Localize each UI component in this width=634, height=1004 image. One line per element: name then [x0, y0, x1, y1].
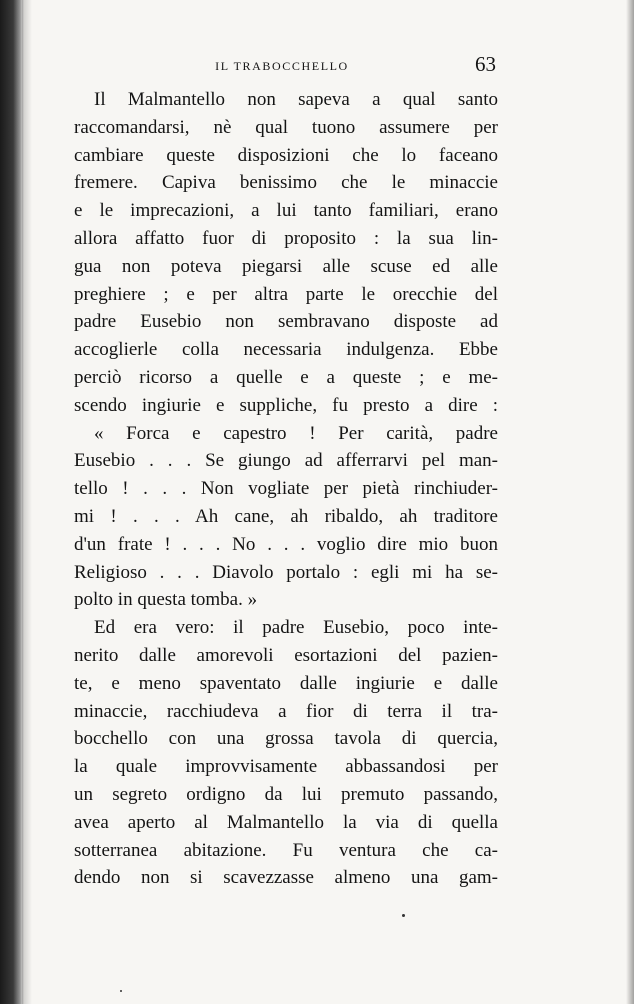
running-head: IL TRABOCCHELLO: [215, 59, 349, 73]
binding-gutter: [0, 0, 24, 1004]
text-line: cambiare queste disposizioni che lo faceano: [74, 144, 498, 166]
text-line: te, e meno spaventato dalle ingiurie e dalle: [74, 672, 498, 694]
text-line: nerito dalle amorevoli esortazioni del pazien-: [74, 644, 498, 666]
text-line: bocchello con una grossa tavola di quercia,: [74, 728, 498, 750]
text-line: dendo non si scavezzasse almeno una gam-: [74, 867, 498, 889]
text-line: mi ! . . . Ah cane, ah ribaldo, ah traditore: [74, 505, 498, 527]
page-header: [62, 50, 502, 80]
text-line: tello ! . . . Non vogliate per pietà rinchiuder-: [74, 478, 498, 500]
text-line: Ed era vero: il padre Eusebio, poco inte-: [94, 617, 498, 639]
text-line: fremere. Capiva benissimo che le minaccie: [74, 172, 498, 194]
text-line: allora affatto fuor di proposito : la sua lin-: [74, 227, 498, 249]
text-line: padre Eusebio non sembravano disposte ad: [74, 311, 498, 333]
text-line: Eusebio . . . Se giungo ad afferrarvi pel man-: [74, 450, 498, 472]
text-line: Religioso . . . Diavolo portalo : egli mi ha se-: [74, 561, 498, 583]
text-line: gua non poteva piegarsi alle scuse ed alle: [74, 255, 498, 277]
text-line: Il Malmantello non sapeva a qual santo: [94, 89, 498, 110]
page-edge-shadow: [626, 0, 634, 1004]
text-line: accoglierle colla necessaria indulgenza. Ebbe: [74, 339, 498, 361]
gutter-shadow: [22, 0, 32, 1004]
text-line: la quale improvvisamente abbassandosi per: [74, 756, 498, 778]
text-line: d'un frate ! . . . No . . . voglio dire mio buon: [74, 533, 498, 555]
page-number: 63: [475, 52, 496, 76]
text-line: e le imprecazioni, a lui tanto familiari, erano: [74, 200, 498, 222]
paper-speck: [120, 990, 122, 992]
text-line: polto in questa tomba. »: [74, 589, 258, 611]
paper-speck: [402, 914, 405, 917]
text-line: « Forca e capestro ! Per carità, padre: [94, 422, 498, 444]
body-text: [74, 86, 498, 892]
text-line: preghiere ; e per altra parte le orecchie del: [74, 283, 498, 305]
text-line: un segreto ordigno da lui premuto passando,: [74, 783, 498, 805]
text-line: perciò ricorso a quelle e a queste ; e me-: [74, 366, 498, 388]
text-line: sotterranea abitazione. Fu ventura che ca-: [74, 839, 498, 861]
text-line: avea aperto al Malmantello la via di quella: [74, 811, 498, 833]
text-line: minaccie, racchiudeva a fior di terra il tra-: [74, 700, 498, 722]
text-line: scendo ingiurie e suppliche, fu presto a dire :: [74, 394, 498, 416]
text-line: raccomandarsi, nè qual tuono assumere per: [74, 116, 498, 138]
